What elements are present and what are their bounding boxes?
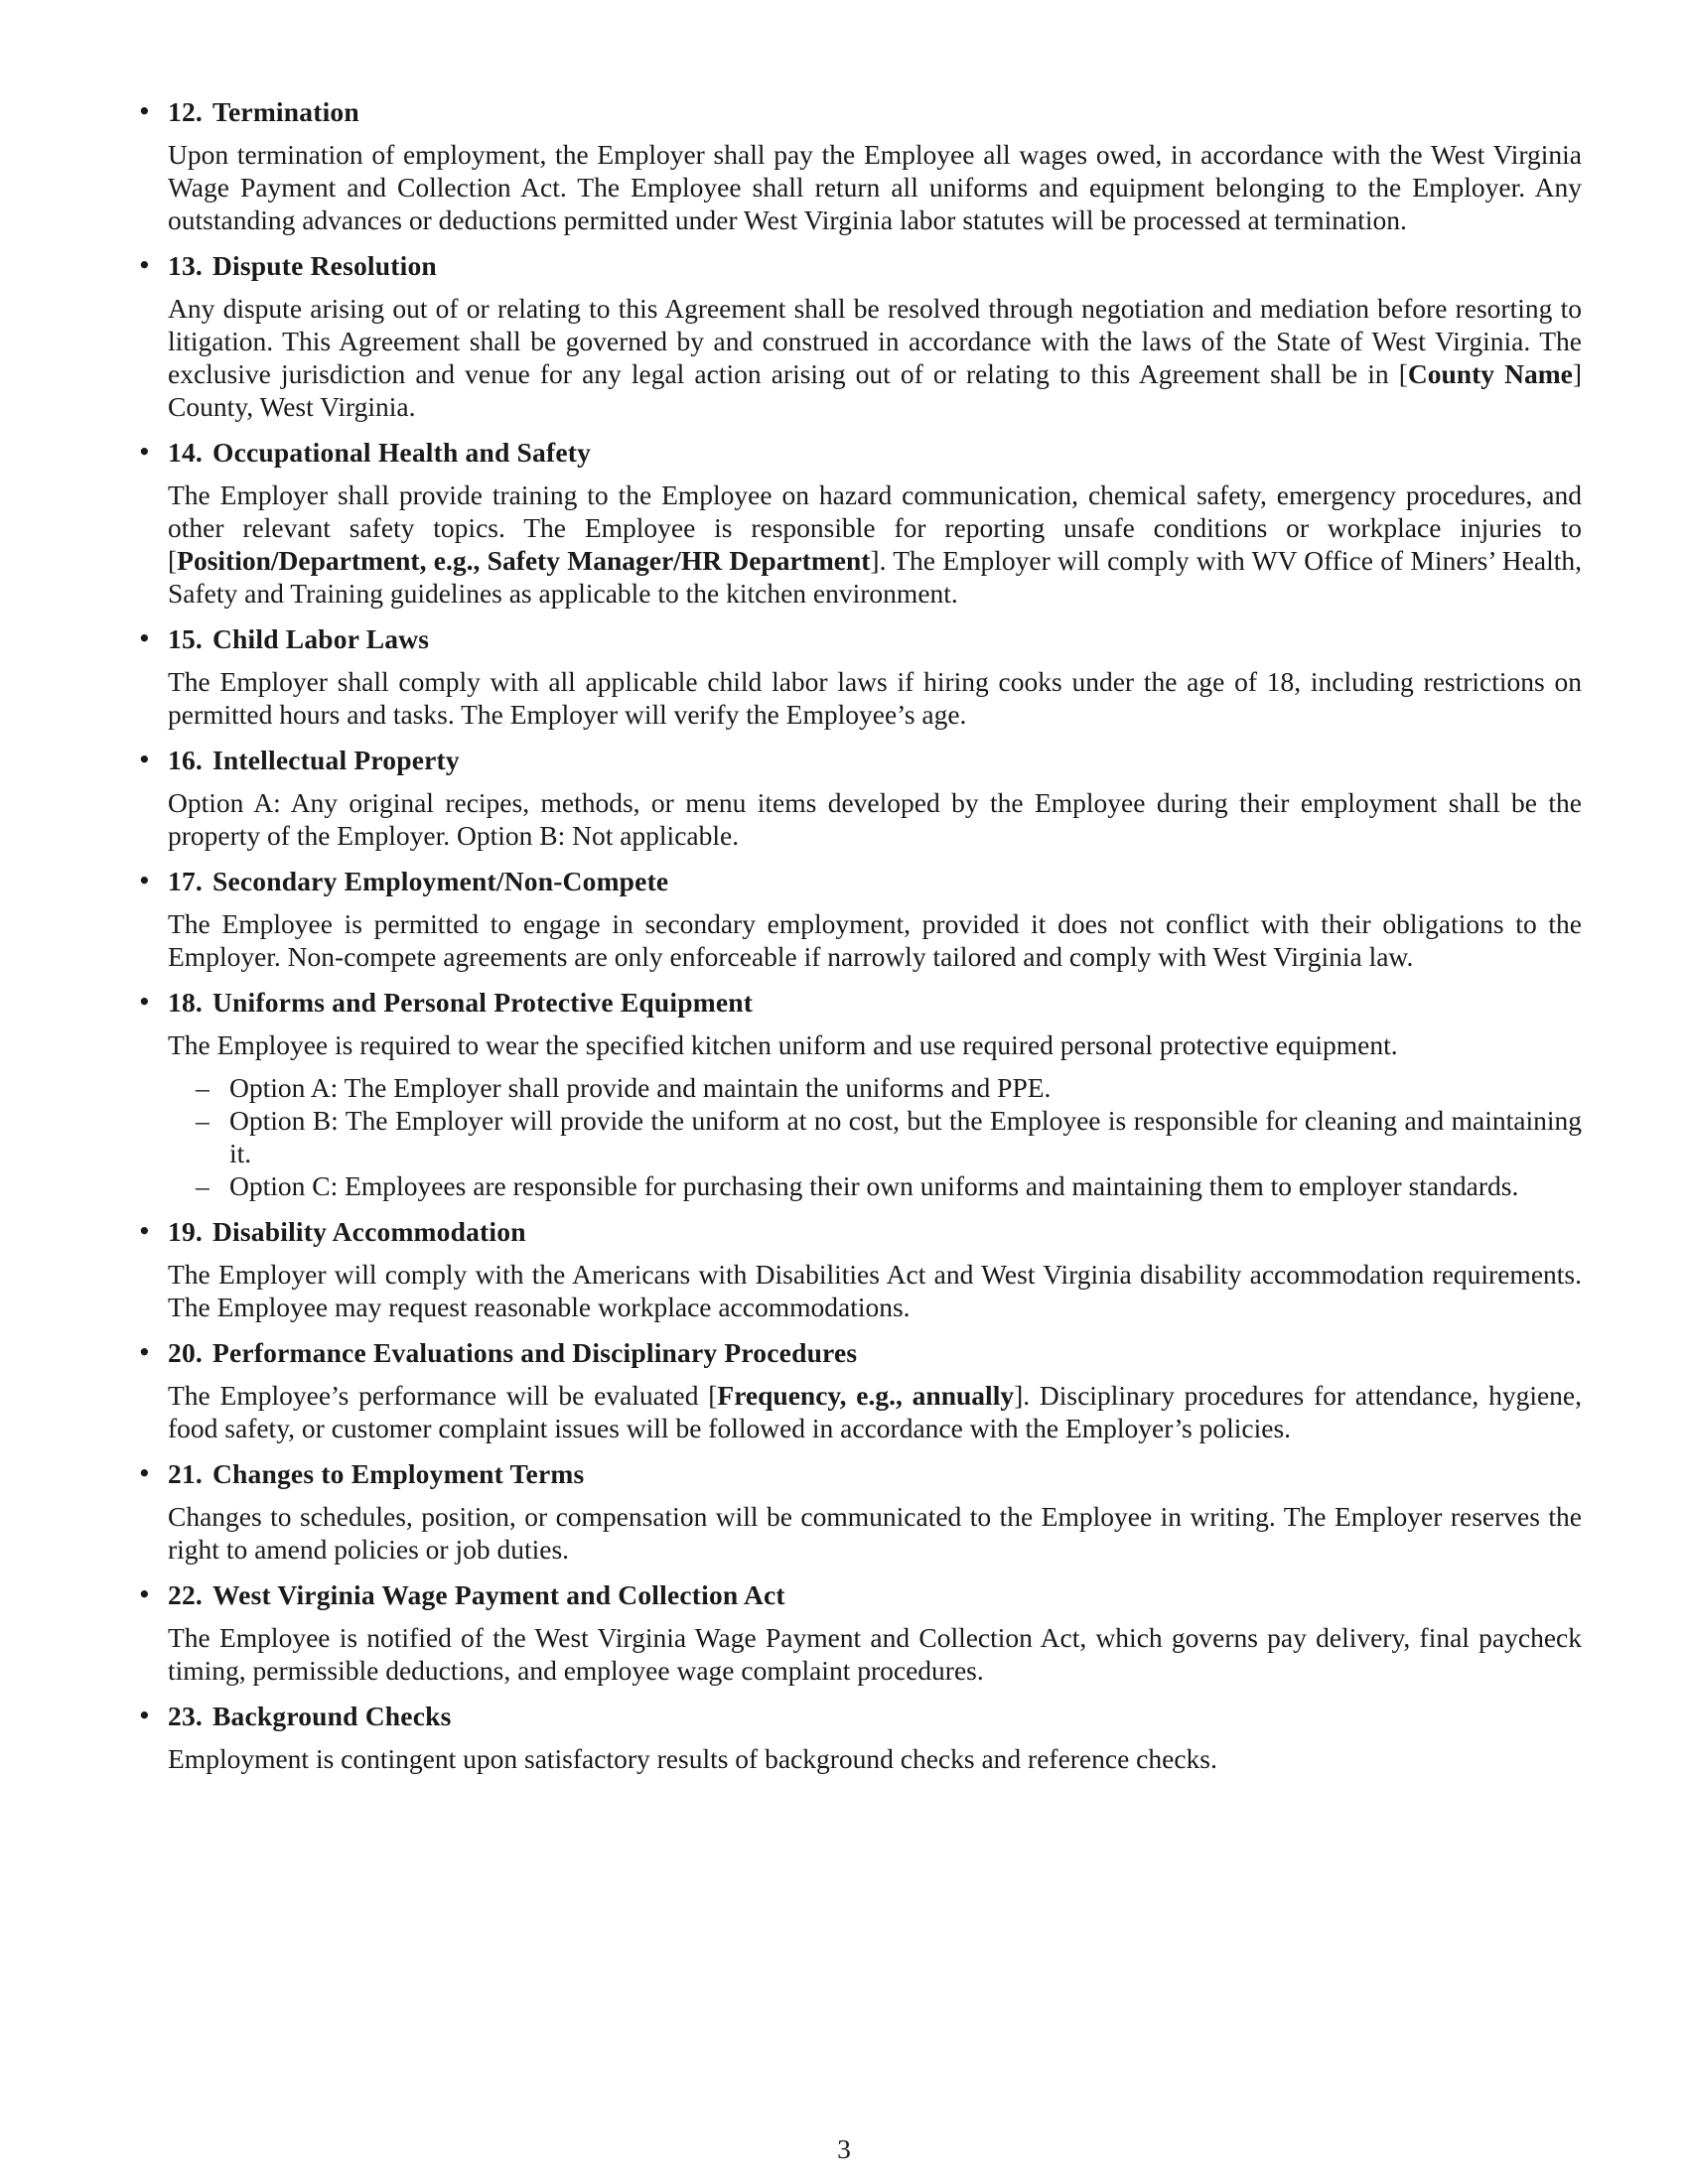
body-text: The Employer shall provide training to the Employee on hazard communication, chemical safety, emergency procedures, and other relevant safety topics. The Employee is responsible for reporting unsafe conditions or workplace injuries to [: [168, 479, 1582, 576]
bullet-icon: •: [137, 988, 152, 1017]
option-item: [168, 1071, 1582, 1104]
section-body: [168, 1500, 1582, 1566]
page-number: 3: [837, 2133, 851, 2164]
section-title: Child Labor Laws: [211, 623, 430, 654]
section-item: [132, 1215, 1582, 1323]
section-title: West Virginia Wage Payment and Collection Act: [211, 1579, 785, 1610]
section-body: [168, 1742, 1582, 1775]
section-item: [132, 1578, 1582, 1687]
dash-icon: –: [196, 1072, 210, 1103]
body-text: The Employee’s performance will be evaluated [: [168, 1380, 718, 1411]
section-number: 14.: [168, 437, 203, 468]
section-heading: [168, 1457, 1582, 1490]
section-item: [132, 95, 1582, 236]
section-heading: [168, 622, 1582, 655]
section-body: [168, 1621, 1582, 1687]
bullet-icon: •: [137, 746, 152, 774]
body-text: Changes to schedules, position, or compensation will be communicated to the Employee in writing. The Employer reserves the right to amend policies or job duties.: [168, 1501, 1582, 1565]
bullet-icon: •: [137, 1338, 152, 1367]
section-item: [132, 1700, 1582, 1775]
option-text: Option B: The Employer will provide the uniform at no cost, but the Employee is responsible for cleaning and maintaining it.: [229, 1105, 1582, 1168]
section-body: [168, 786, 1582, 852]
section-title: Intellectual Property: [211, 745, 460, 775]
section-title: Uniforms and Personal Protective Equipment: [211, 987, 754, 1018]
section-heading: [168, 865, 1582, 897]
bullet-icon: •: [137, 1217, 152, 1246]
section-number: 20.: [168, 1337, 203, 1368]
section-title: Background Checks: [211, 1701, 452, 1731]
bullet-icon: •: [137, 1459, 152, 1488]
bullet-icon: •: [137, 251, 152, 280]
body-text: ]. Disciplinary procedures for attendance, hygiene, food safety, or customer complaint issues will be followed in accordance with the Employer’s policies.: [168, 1380, 1583, 1443]
bullet-icon: •: [137, 1702, 152, 1730]
body-text: The Employer will comply with the Americans with Disabilities Act and West Virginia disability accommodation requirements. The Employee may request reasonable workplace accommodations.: [168, 1259, 1582, 1322]
section-number: 15.: [168, 623, 203, 654]
bullet-icon: •: [137, 867, 152, 895]
section-title: Termination: [211, 96, 359, 127]
section-number: 12.: [168, 96, 203, 127]
section-item: [132, 986, 1582, 1202]
body-text: The Employee is permitted to engage in secondary employment, provided it does not conflict with their obligations to the Employer. Non-compete agreements are only enforceable if narrowly tailored and comply with West Virginia law.: [168, 908, 1582, 972]
section-body: [168, 1258, 1582, 1323]
body-text: The Employer shall comply with all applicable child labor laws if hiring cooks under the age of 18, including restrictions on permitted hours and tasks. The Employer will verify the Employee’s age.: [168, 666, 1582, 730]
section-body: [168, 907, 1582, 973]
option-item: [168, 1104, 1582, 1169]
section-heading: [168, 1578, 1582, 1611]
section-item: [132, 744, 1582, 852]
section-item: [132, 865, 1582, 973]
section-body: [168, 665, 1582, 731]
section-heading: [168, 744, 1582, 776]
section-title: Changes to Employment Terms: [211, 1458, 585, 1489]
body-text: Upon termination of employment, the Employer shall pay the Employee all wages owed, in accordance with the West Virginia Wage Payment and Collection Act. The Employee shall return all uniforms and equipment belonging to the Employer. Any outstanding advances or deductions permitted under West Virginia labor statutes will be processed at termination.: [168, 139, 1582, 235]
section-list: [132, 95, 1582, 1788]
section-heading: [168, 1700, 1582, 1732]
section-item: [132, 622, 1582, 731]
section-heading: [168, 986, 1582, 1019]
section-title: Disability Accommodation: [211, 1216, 526, 1247]
section-heading: [168, 95, 1582, 128]
section-number: 16.: [168, 745, 203, 775]
section-title: Occupational Health and Safety: [211, 437, 592, 468]
body-text: ]. The Employer will comply with WV Office of Miners’ Health, Safety and Training guidelines as applicable to the kitchen environment.: [168, 545, 1582, 609]
section-number: 21.: [168, 1458, 203, 1489]
section-item: [132, 249, 1582, 423]
section-body: [168, 292, 1582, 423]
bullet-icon: •: [137, 438, 152, 467]
section-heading: [168, 1215, 1582, 1248]
placeholder-text: Position/Department, e.g., Safety Manager/HR Department: [177, 545, 871, 576]
section-item: [132, 436, 1582, 610]
dash-icon: –: [196, 1105, 210, 1136]
bullet-icon: •: [137, 97, 152, 126]
section-body: [168, 1379, 1582, 1444]
section-number: 23.: [168, 1701, 203, 1731]
section-body: [168, 478, 1582, 610]
section-title: Secondary Employment/Non-Compete: [211, 866, 669, 896]
section-body: [168, 1028, 1582, 1061]
section-number: 17.: [168, 866, 203, 896]
section-item: [132, 1457, 1582, 1566]
section-item: [132, 1336, 1582, 1444]
placeholder-text: County Name: [1407, 358, 1573, 389]
section-heading: [168, 249, 1582, 282]
section-heading: [168, 436, 1582, 469]
bullet-icon: •: [137, 624, 152, 653]
body-text: The Employee is notified of the West Virginia Wage Payment and Collection Act, which governs pay delivery, final paycheck timing, permissible deductions, and employee wage complaint procedures.: [168, 1622, 1582, 1686]
section-heading: [168, 1336, 1582, 1369]
bullet-icon: •: [137, 1580, 152, 1609]
section-title: Dispute Resolution: [211, 250, 437, 281]
option-text: Option C: Employees are responsible for purchasing their own uniforms and maintaining them to employer standards.: [229, 1170, 1519, 1201]
section-number: 13.: [168, 250, 203, 281]
option-list: [168, 1071, 1582, 1202]
body-text: Employment is contingent upon satisfactory results of background checks and reference checks.: [168, 1743, 1217, 1774]
body-text: Option A: Any original recipes, methods, or menu items developed by the Employee during their employment shall be the property of the Employer. Option B: Not applicable.: [168, 787, 1582, 851]
placeholder-text: Frequency, e.g., annually: [717, 1380, 1015, 1411]
dash-icon: –: [196, 1170, 210, 1201]
body-text: ] County, West Virginia.: [168, 358, 1582, 422]
option-item: [168, 1169, 1582, 1202]
body-text: The Employee is required to wear the specified kitchen uniform and use required personal protective equipment.: [168, 1029, 1398, 1060]
section-title: Performance Evaluations and Disciplinary Procedures: [211, 1337, 858, 1368]
section-number: 19.: [168, 1216, 203, 1247]
section-number: 18.: [168, 987, 203, 1018]
body-text: Any dispute arising out of or relating to this Agreement shall be resolved through negotiation and mediation before resorting to litigation. This Agreement shall be governed by and construed in accordance with the laws of the State of West Virginia. The exclusive jurisdiction and venue for any legal action arising out of or relating to this Agreement shall be in [: [168, 293, 1582, 389]
option-text: Option A: The Employer shall provide and maintain the uniforms and PPE.: [229, 1072, 1052, 1103]
section-number: 22.: [168, 1579, 203, 1610]
section-body: [168, 138, 1582, 236]
